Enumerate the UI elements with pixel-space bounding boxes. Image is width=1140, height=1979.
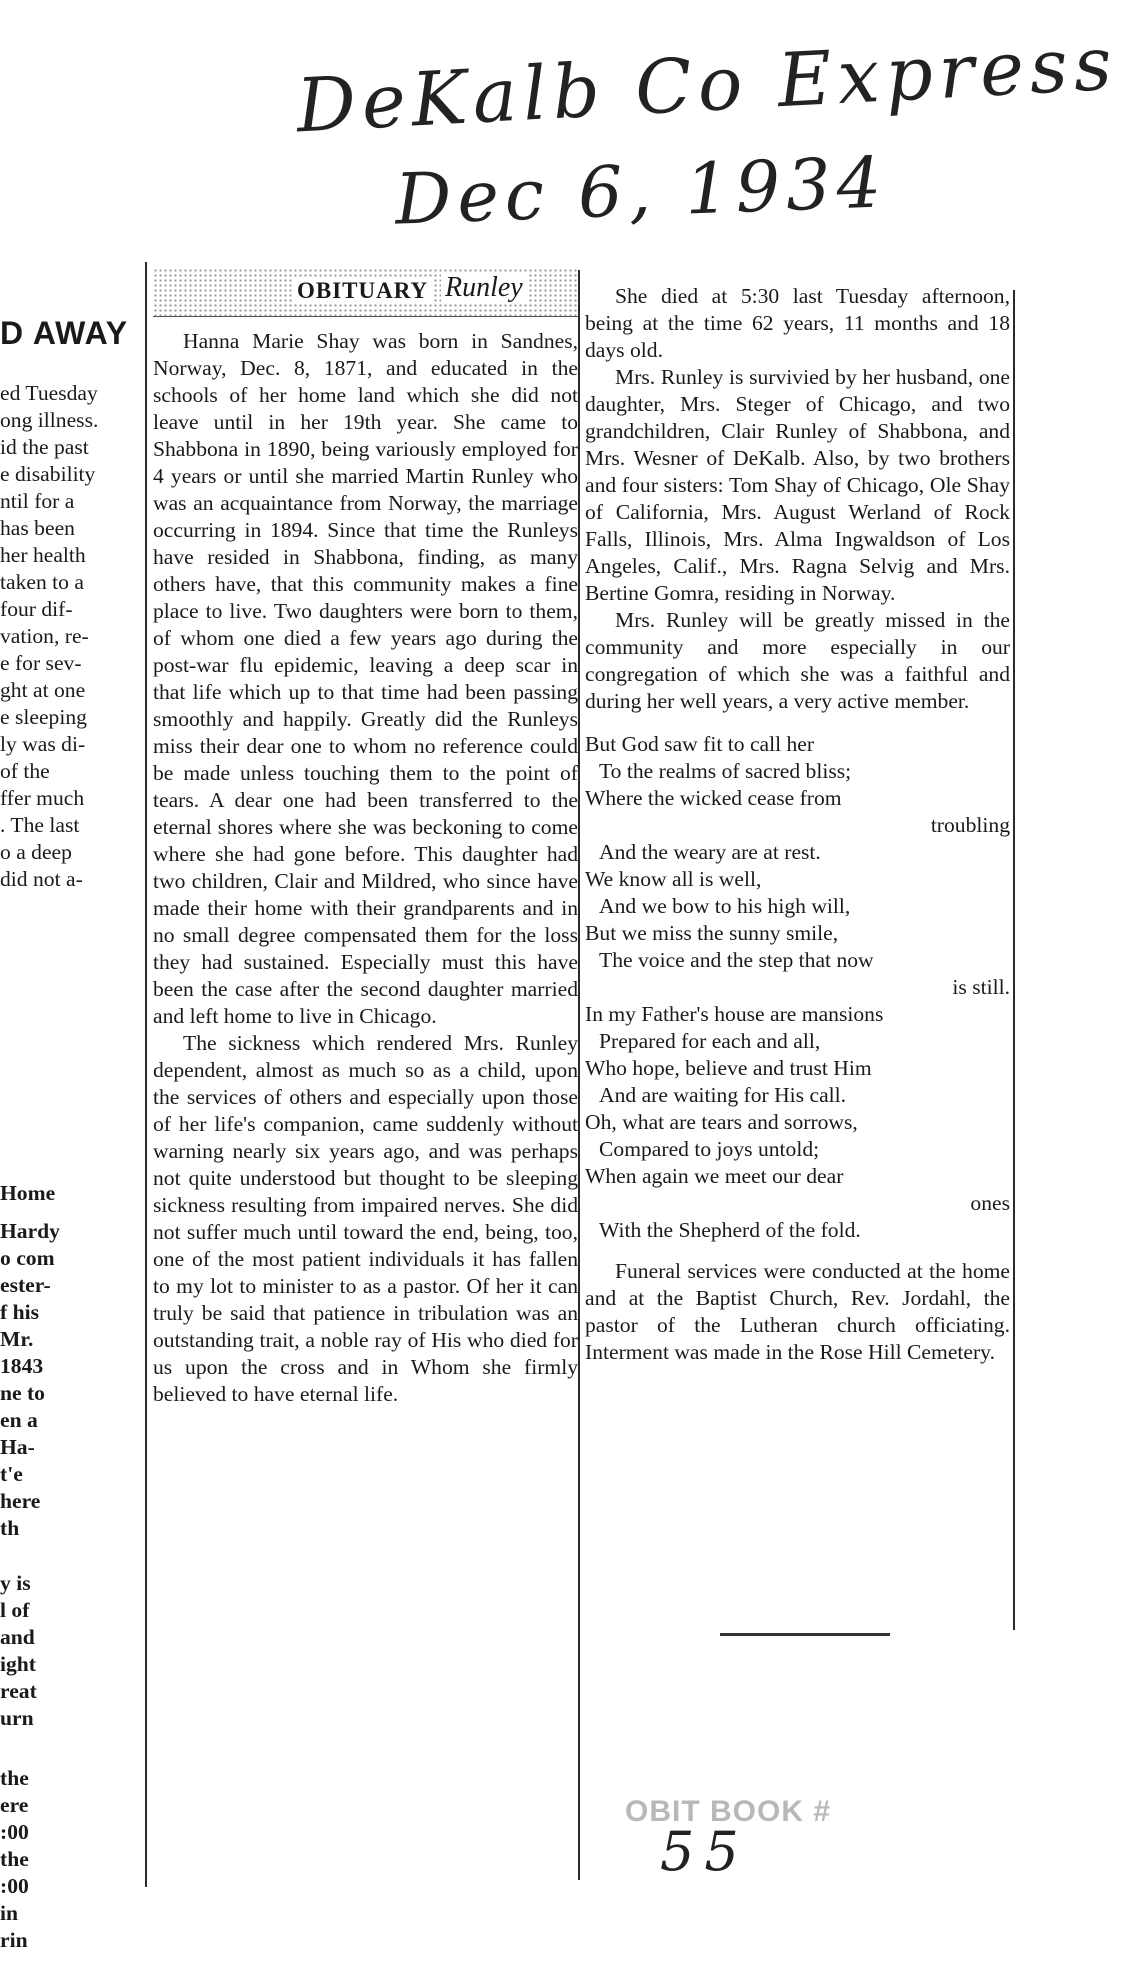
article-paragraph: The sickness which rendered Mrs. Runley dependent, almost as much so as a child, upon the services of others and especially upon those of her life's companion, came suddenly without warning nearly six years ago, and was perhaps not quite understood but thought to be sleeping sickness resulting from impaired nerves. She did not suffer much until toward the end, being, too, one of the most patient individuals it has fallen to my lot to minister to as a pastor. Of her it can truly be said that patience in tribulation was an outstanding trait, a noble ray of His who died for us upon the cross and in Whom she firmly believed to have eternal life. — [153, 1031, 578, 1406]
fragment-line: and — [0, 1625, 35, 1649]
fragment-line: four dif- — [0, 597, 73, 621]
fragment-line: her health — [0, 543, 86, 567]
poem-line: Who hope, believe and trust Him — [585, 1056, 872, 1080]
fragment-line: ly was di- — [0, 732, 86, 756]
fragment-line: rin — [0, 1928, 28, 1952]
fragment-line: ong illness. — [0, 408, 99, 432]
fragment-line: e disability — [0, 462, 96, 486]
article-column-middle — [153, 328, 578, 1408]
handwritten-publication-name: DeKalb Co Express — [294, 20, 1120, 150]
article-paragraph: Hanna Marie Shay was born in Sandnes, Norway, Dec. 8, 1871, and educated in the schools of her home land which she did not leave until in her 19th year. She came to Shabbona in 1890, being variously employed for 4 years or until she married Martin Runley who was an acquaintance from Norway, the marriage occurring in 1894. Since that time the Runleys have resided in Shabbona, finding, as many others have, that this community makes a fine place to live. Two daughters were born to them, of whom one died a few years ago during the post-war flu epidemic, leaving a deep scar in that life which up to that time had been passing smoothly and happily. Greatly did the Runleys miss their dear one to whom no reference could be made unless touching them to the point of tears. A dear one had been transferred to the eternal shores where she was beckoning to come where she had gone before. This daughter had two children, Clair and Mildred, who since have made their home with their grandparents and in no small degree compensated them for the loss they had sustained. Especially must this have been the case after the second daughter married and left home to live in Chicago. — [153, 329, 578, 1028]
poem-line: is still. — [952, 975, 1010, 999]
column-rule-left — [145, 262, 147, 1887]
fragment-heading: D AWAY — [0, 315, 129, 351]
column-rule-middle — [578, 270, 580, 1880]
fragment-line: th — [0, 1516, 20, 1540]
article-paragraph: Mrs. Runley is survivied by her husband, one daughter, Mrs. Steger of Chicago, and two grandchildren, Clair Runley of Shabbona, and Mrs. Wesner of DeKalb. Also, by two brothers and four sisters: Tom Shay of Chicago, Ole Shay of California, Mrs. August Werland of Rock Falls, Illinois, Mrs. Alma Ingwaldson of Los Angeles, Calif., Mrs. Ragna Selvig and Mrs. Bertine Gomra, residing in Norway. — [585, 365, 1010, 605]
fragment-line: ntil for a — [0, 489, 75, 513]
poem-line: troubling — [930, 813, 1010, 837]
poem-line: In my Father's house are mansions — [585, 1002, 884, 1026]
fragment-line: ne to — [0, 1381, 45, 1405]
fragment-line: urn — [0, 1706, 34, 1730]
fragment-line: y is — [0, 1571, 31, 1595]
fragment-line: did not a- — [0, 867, 83, 891]
fragment-line: . The last — [0, 813, 80, 837]
poem-line: Where the wicked cease from — [585, 786, 842, 810]
fragment-line: Mr. — [0, 1327, 34, 1351]
fragment-line: ffer much — [0, 786, 85, 810]
memorial-poem — [585, 731, 1010, 1244]
article-paragraph: Mrs. Runley will be greatly missed in the community and more especially in our congregation of which she was a faithful and during her well years, a very active member. — [585, 608, 1010, 713]
fragment-line: ght at one — [0, 678, 86, 702]
fragment-line: in — [0, 1901, 19, 1925]
poem-line: When again we meet our dear — [585, 1164, 844, 1188]
poem-line: With the Shepherd of the fold. — [599, 1218, 861, 1242]
poem-line: Prepared for each and all, — [599, 1029, 821, 1053]
fragment-line: e sleeping — [0, 705, 87, 729]
fragment-line: en a — [0, 1408, 38, 1432]
poem-line: But we miss the sunny smile, — [585, 921, 839, 945]
poem-line: We know all is well, — [585, 867, 762, 891]
fragment-line: has been — [0, 516, 75, 540]
fragment-line: id the past — [0, 435, 89, 459]
poem-line: And are waiting for His call. — [599, 1083, 847, 1107]
fragment-line: ed Tuesday — [0, 381, 98, 405]
fragment-line: ere — [0, 1793, 29, 1817]
fragment-line: taken to a — [0, 570, 84, 594]
poem-line: Compared to joys untold; — [599, 1137, 820, 1161]
fragment-line: here — [0, 1489, 41, 1513]
article-paragraph: Funeral services were conducted at the home and at the Baptist Church, Rev. Jordahl, the pastor of the Lutheran church officiating. Interment was made in the Rose Hill Cemetery. — [585, 1259, 1010, 1364]
poem-line: And we bow to his high will, — [599, 894, 851, 918]
poem-line: And the weary are at rest. — [599, 840, 821, 864]
poem-line: To the realms of sacred bliss; — [599, 759, 852, 783]
fragment-line: of the — [0, 759, 50, 783]
fragment-line: Hardy — [0, 1219, 60, 1243]
handwritten-date: Dec 6, 1934 — [393, 141, 889, 241]
fragment-line: ester- — [0, 1273, 51, 1297]
fragment-line: o com — [0, 1246, 55, 1270]
fragment-line: vation, re- — [0, 624, 89, 648]
fragment-line: :00 — [0, 1874, 29, 1898]
fragment-line: l of — [0, 1598, 30, 1622]
fragment-line: Ha- — [0, 1435, 35, 1459]
poem-line: But God saw fit to call her — [585, 732, 815, 756]
fragment-line: f his — [0, 1300, 40, 1324]
poem-line: Oh, what are tears and sorrows, — [585, 1110, 858, 1134]
fragment-line: the — [0, 1847, 29, 1871]
fragment-line: e for sev- — [0, 651, 82, 675]
column-rule-right — [1013, 290, 1015, 1630]
obituary-masthead — [153, 268, 578, 317]
fragment-line: o a deep — [0, 840, 72, 864]
article-paragraph: She died at 5:30 last Tuesday afternoon, being at the time 62 years, 11 months and 18 days old. — [585, 284, 1010, 362]
fragment-line: t'e — [0, 1462, 23, 1486]
handwritten-book-number: 55 — [660, 1820, 749, 1883]
obit-book-stamp: OBIT BOOK # — [625, 1795, 832, 1828]
end-rule — [720, 1633, 890, 1636]
fragment-line: 1843 — [0, 1354, 44, 1378]
fragment-line: reat — [0, 1679, 37, 1703]
poem-line: The voice and the step that now — [599, 948, 874, 972]
fragment-line: Home — [0, 1181, 56, 1205]
fragment-line: :00 — [0, 1820, 29, 1844]
article-column-right — [585, 283, 1010, 1366]
obituary-heading: OBITUARY — [293, 278, 432, 304]
fragment-line: ight — [0, 1652, 36, 1676]
fragment-line: the — [0, 1766, 29, 1790]
poem-line: ones — [970, 1191, 1010, 1215]
handwritten-surname: Runley — [441, 272, 527, 304]
